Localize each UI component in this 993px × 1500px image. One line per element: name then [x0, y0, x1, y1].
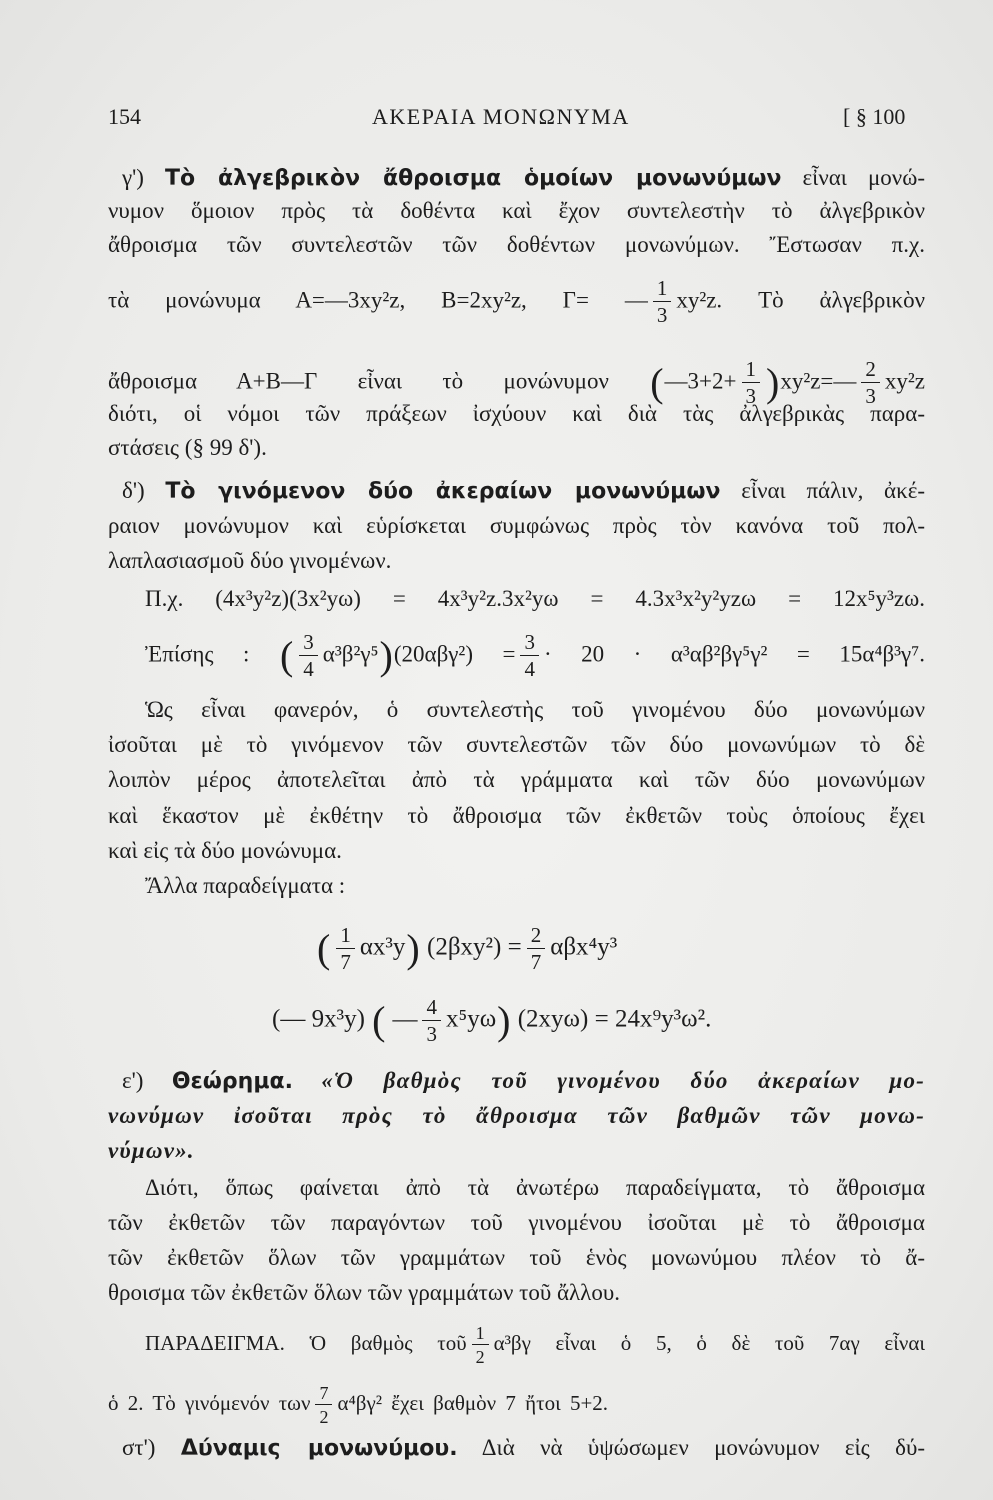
- item-label-sigma-tau: στ'): [122, 1435, 156, 1460]
- fraction: [520, 632, 539, 680]
- math-term: · 20 · α³αβ²βγ⁵γ² = 15α⁴β³γ⁷.: [543, 641, 925, 667]
- theorem-heading: Θεώρημα.: [171, 1069, 293, 1094]
- proof-line-3: τῶν ἐκθετῶν ὅλων τῶν γραμμάτων τοῦ ἑνὸς μονωνύμου πλέον τὸ ἄ-: [108, 1245, 925, 1270]
- gamma-line-4: [108, 278, 925, 326]
- text-segment: ΠΑΡΑΔΕΙΓΜΑ. Ὁ βαθμὸς τοῦ: [145, 1330, 467, 1355]
- math-term: (2xyω) = 24x⁹y³ω².: [517, 1005, 712, 1033]
- fraction: [422, 997, 441, 1045]
- section-reference: [ § 100: [843, 104, 906, 129]
- equation-1: [316, 925, 617, 973]
- fraction-numerator: 4: [422, 997, 441, 1021]
- text-segment: τὰ μονώνυμα Α=—3xy²z, Β=2xy²z, Γ= —: [108, 287, 648, 313]
- fraction-denominator: 3: [426, 1022, 437, 1046]
- fraction-numerator: 1: [472, 1324, 489, 1345]
- math-term: αx³y: [359, 933, 406, 961]
- bold-rule-gamma: Τὸ ἀλγεβρικὸν ἄθροισμα ὁμοίων μονωνύμων: [164, 166, 782, 191]
- fraction-numerator: 2: [527, 925, 546, 949]
- text-segment: α⁴βγ² ἔχει βαθμὸν 7 ἤτοι 5+2.: [337, 1390, 609, 1415]
- fraction: [315, 1384, 332, 1426]
- fraction-denominator: 4: [303, 657, 314, 680]
- text-segment: εἶναι πάλιν, ἀκέ-: [741, 478, 925, 503]
- text-segment: Τὸ ἀλγεβρικὸν: [758, 287, 925, 313]
- math-term: x⁵yω: [445, 1005, 497, 1033]
- gamma-line-2: νυμον ὅμοιον πρὸς τὰ δοθέντα καὶ ἔχον συντελεστὴν τὸ ἀλγεβρικὸν: [108, 198, 925, 223]
- math-term: α³β²γ⁵: [322, 641, 379, 667]
- fraction-denominator: 7: [530, 950, 542, 974]
- math-term: xy²z=—: [780, 368, 857, 394]
- minus-sign: —: [392, 1005, 418, 1033]
- item-label-delta: δ'): [122, 478, 145, 503]
- item-label-gamma: γ'): [122, 165, 144, 190]
- paradeigma-line-1: [145, 1324, 925, 1366]
- fraction-denominator: 3: [745, 384, 756, 407]
- gamma-line-6: διότι, οἱ νόμοι τῶν πράξεων ἰσχύουν καὶ διὰ τὰς ἀλγεβρικὰς παρα-: [108, 401, 925, 426]
- proof-line-1: Διότι, ὅπως φαίνεται ἀπὸ τὰ ἀνωτέρω παραδείγματα, τὸ ἄθροισμα: [145, 1175, 925, 1200]
- example-line-2: [145, 632, 925, 680]
- fraction-denominator: 3: [656, 303, 668, 326]
- fraction: [472, 1324, 489, 1366]
- math-term: (2βxy²) =: [427, 933, 522, 961]
- bold-rule-delta: Τὸ γινόμενον δύο ἀκεραίων μονωνύμων: [165, 479, 721, 504]
- chapter-title: ΑΚΕΡΑΙΑ ΜΟΝΩΝΥΜΑ: [372, 104, 630, 129]
- theorem-statement-line-2: νωνύμων ἰσοῦται πρὸς τὸ ἄθροισμα τῶν βαθμῶν τῶν μονω-: [108, 1103, 925, 1128]
- fraction: [299, 632, 318, 680]
- theorem-statement-line-3: νύμων».: [108, 1138, 195, 1163]
- fraction-denominator: 3: [865, 384, 876, 407]
- math-term: αβx⁴y³: [550, 933, 618, 961]
- fraction-numerator: 3: [520, 632, 539, 656]
- epsilon-line-1: [122, 1064, 925, 1099]
- fraction-numerator: 1: [742, 359, 761, 383]
- explanation-line-4: καὶ ἕκαστον μὲ ἐκθέτην τὸ ἄθροισμα τῶν ἐκθετῶν τοὺς ὁποίους ἔχει: [108, 803, 925, 828]
- big-paren-open: (: [650, 360, 664, 405]
- text-segment: ὁ 2. Τὸ γινόμενόν των: [108, 1390, 311, 1415]
- text-segment: α³βγ εἶναι ὁ 5, ὁ δὲ τοῦ 7αγ εἶναι: [493, 1330, 925, 1355]
- big-paren-open: (: [372, 998, 386, 1043]
- gamma-line-1: [122, 161, 925, 196]
- equation-2: [272, 997, 711, 1045]
- delta-line-1: [122, 474, 925, 509]
- fraction-denominator: 7: [340, 950, 351, 974]
- fraction-numerator: 1: [336, 925, 355, 949]
- fraction-numerator: 2: [861, 359, 880, 383]
- delta-line-3: λαπλασιασμοῦ δύο γινομένων.: [108, 548, 392, 573]
- fraction: [527, 925, 546, 973]
- text-segment: εἶναι μονώ-: [802, 165, 925, 190]
- math-term: (20αβγ²) =: [393, 641, 516, 667]
- page-number: 154: [108, 104, 141, 129]
- bold-heading-power: Δύναμις μονωνύμου.: [180, 1436, 458, 1461]
- fraction-numerator: 7: [315, 1384, 332, 1405]
- fraction-denominator: 4: [524, 657, 535, 680]
- item-label-epsilon: ε'): [122, 1068, 144, 1093]
- fraction-numerator: 1: [653, 278, 672, 302]
- explanation-line-2: ἰσοῦται μὲ τὸ γινόμενον τῶν συντελεστῶν τῶν δύο μονωνύμων τὸ δὲ: [108, 732, 925, 757]
- text-segment: ἄθροισμα Α+Β—Γ εἶναι τὸ μονώνυμον: [108, 368, 609, 394]
- proof-line-4: θροισμα τῶν ἐκθετῶν ὅλων τῶν γραμμάτων τοῦ ἄλλου.: [108, 1280, 620, 1305]
- text-segment: Διὰ νὰ ὑψώσωμεν μονώνυμον εἰς δύ-: [481, 1435, 925, 1460]
- big-paren-close: ): [766, 360, 780, 405]
- big-paren-open: (: [279, 633, 294, 678]
- fraction-denominator: 2: [475, 1347, 485, 1366]
- paradeigma-line-2: [108, 1384, 925, 1426]
- more-examples-heading: Ἄλλα παραδείγματα :: [145, 873, 346, 898]
- big-paren-close: ): [379, 633, 393, 678]
- big-paren-close: ): [497, 998, 511, 1043]
- sigma-tau-line-1: [122, 1431, 925, 1466]
- explanation-line-1: Ὡς εἶναι φανερόν, ὁ συντελεστὴς τοῦ γινομένου δύο μονωνύμων: [145, 697, 925, 722]
- fraction-numerator: 3: [299, 632, 318, 656]
- text-segment: Ἐπίσης :: [145, 641, 250, 667]
- big-paren-close: ): [406, 926, 420, 971]
- explanation-line-5: καὶ εἰς τὰ δύο μονώνυμα.: [108, 838, 342, 863]
- gamma-line-3: ἄθροισμα τῶν συντελεστῶν τῶν δοθέντων μονωνύμων. Ἔστωσαν π.χ.: [108, 232, 925, 257]
- fraction-denominator: 2: [319, 1407, 329, 1426]
- fraction: [653, 278, 672, 326]
- delta-line-2: ραιον μονώνυμον καὶ εὑρίσκεται συμφώνως πρὸς τὸν κανόνα τοῦ πολ-: [108, 513, 925, 538]
- math-term: xy²z.: [676, 287, 723, 313]
- theorem-statement: «Ὁ βαθμὸς τοῦ γινομένου δύο ἀκεραίων μο-: [321, 1068, 925, 1093]
- math-term: (— 9x³y): [272, 1005, 365, 1033]
- math-term: xy²z: [884, 368, 925, 394]
- big-paren-open: (: [317, 926, 331, 971]
- explanation-line-3: λοιπὸν μέρος ἀποτελεῖται ἀπὸ τὰ γράμματα καὶ τῶν δύο μονωνύμων: [108, 767, 925, 792]
- math-term: —3+2+: [664, 368, 737, 394]
- gamma-line-7: στάσεις (§ 99 δ').: [108, 435, 267, 460]
- example-line-1: Π.χ. (4x³y²z)(3x²yω) = 4x³y²z.3x²yω = 4.3x³x²y²yzω = 12x⁵y³zω.: [145, 586, 925, 611]
- fraction: [336, 925, 355, 973]
- proof-line-2: τῶν ἐκθετῶν τῶν παραγόντων τοῦ γινομένου ἰσοῦται μὲ τὸ ἄθροισμα: [108, 1210, 925, 1235]
